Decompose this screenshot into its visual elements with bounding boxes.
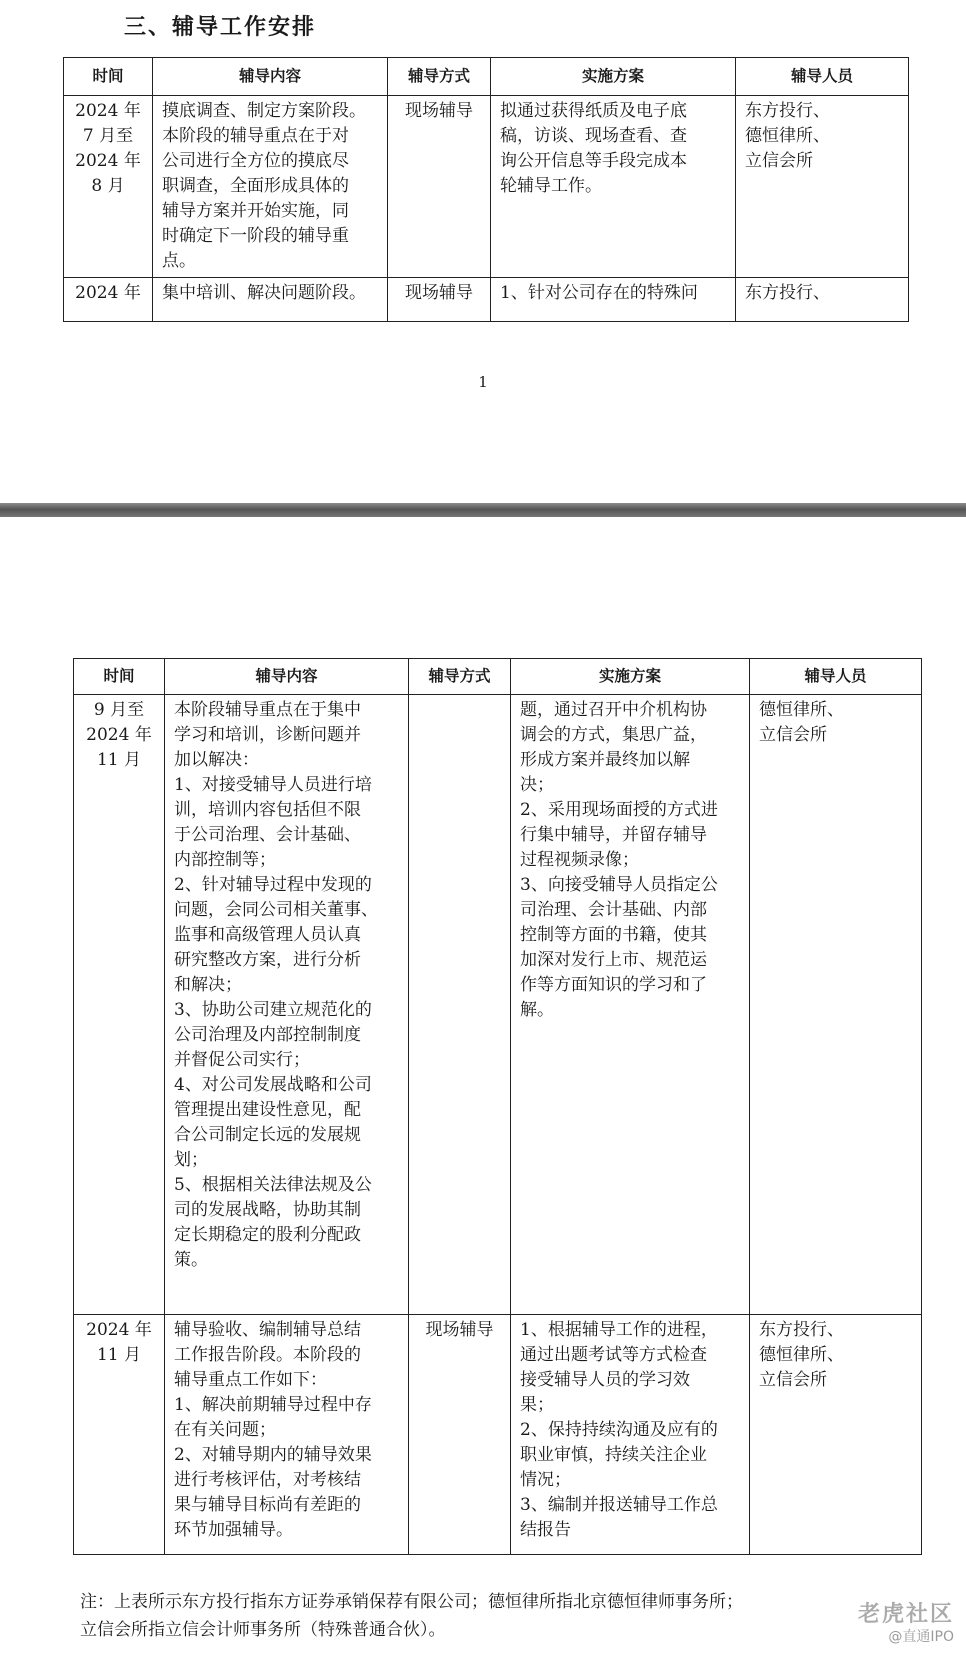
text-line: 司的发展战略，协助其制 [174, 1200, 361, 1220]
cell-staff [750, 695, 922, 1315]
text-line: 结报告 [520, 1520, 571, 1540]
header-content: 辅导内容 [153, 58, 388, 96]
text-line: 德恒律所、 [745, 126, 830, 146]
text-line: 轮辅导工作。 [500, 176, 602, 196]
text-line: 3、协助公司建立规范化的 [174, 1000, 372, 1020]
text-line: 划； [174, 1150, 208, 1170]
cell-plan [491, 96, 736, 278]
text-line: 2024 年 [75, 101, 141, 121]
text-line: 过程视频录像； [520, 850, 639, 870]
cell-plan [491, 278, 736, 322]
header-method: 辅导方式 [388, 58, 491, 96]
text-line: 11 月 [96, 750, 142, 770]
watermark [858, 1604, 954, 1648]
text-line: 东方投行、 [759, 1320, 844, 1340]
text-line: 控制等方面的书籍，使其 [520, 925, 707, 945]
cell-method [409, 695, 511, 1315]
cell-staff [736, 278, 909, 322]
text-line: 立信会所 [745, 151, 813, 171]
text-line: 2024 年 [75, 151, 141, 171]
text-line: 职调查，全面形成具体的 [162, 176, 349, 196]
table-row [64, 96, 909, 278]
text-line: 作等方面知识的学习和了 [520, 975, 707, 995]
text-line: 合公司制定长远的发展规 [174, 1125, 361, 1145]
text-line: 加以解决： [174, 750, 259, 770]
cell-plan [511, 695, 750, 1315]
text-line: 并督促公司实行； [174, 1050, 310, 1070]
text-line: 2、保持持续沟通及应有的 [520, 1420, 718, 1440]
cell-method: 现场辅导 [388, 96, 491, 278]
watermark-handle: @直通IPO [888, 1629, 954, 1645]
table-row [74, 695, 922, 1315]
footnote [80, 1588, 940, 1644]
text-line: 公司进行全方位的摸底尽 [162, 151, 349, 171]
text-line: 2024 年 [75, 283, 141, 303]
page-number: 1 [478, 373, 488, 391]
text-line: 11 月 [96, 1345, 142, 1365]
text-line: 进行考核评估，对考核结 [174, 1470, 361, 1490]
text-line: 集中培训、解决问题阶段。 [162, 283, 366, 303]
schedule-table-page2 [73, 658, 922, 1555]
text-line: 学习和培训，诊断问题并 [174, 725, 361, 745]
text-line: 形成方案并最终加以解 [520, 750, 690, 770]
table-row [74, 1315, 922, 1555]
text-line: 本阶段辅导重点在于集中 [174, 700, 361, 720]
cell-time [74, 1315, 165, 1555]
text-line: 果； [520, 1395, 554, 1415]
text-line: 训，培训内容包括但不限 [174, 800, 361, 820]
text-line: 研究整改方案，进行分析 [174, 950, 361, 970]
header-method: 辅导方式 [409, 659, 511, 695]
text-line: 立信会所 [759, 725, 827, 745]
text-line: 稿，访谈、现场查看、查 [500, 126, 687, 146]
cell-content [153, 96, 388, 278]
text-line: 司治理、会计基础、内部 [520, 900, 707, 920]
text-line: 注：上表所示东方投行指东方证券承销保荐有限公司；德恒律所指北京德恒律师事务所； [80, 1592, 743, 1612]
text-line: 2024 年 [86, 725, 152, 745]
text-line: 解。 [520, 1000, 554, 1020]
text-line: 题，通过召开中介机构协 [520, 700, 707, 720]
text-line: 策。 [174, 1250, 208, 1270]
text-line: 时确定下一阶段的辅导重 [162, 226, 349, 246]
cell-method: 现场辅导 [409, 1315, 511, 1555]
cell-staff [750, 1315, 922, 1555]
cell-method: 现场辅导 [388, 278, 491, 322]
text-line: 7 月至 [82, 126, 134, 146]
text-line: 通过出题考试等方式检查 [520, 1345, 707, 1365]
table-row [64, 278, 909, 322]
table-header-row [64, 58, 909, 96]
text-line: 摸底调查、制定方案阶段。 [162, 101, 366, 121]
text-line: 1、对接受辅导人员进行培 [174, 775, 372, 795]
text-line: 行集中辅导，并留存辅导 [520, 825, 707, 845]
text-line: 监事和高级管理人员认真 [174, 925, 361, 945]
header-time: 时间 [64, 58, 153, 96]
cell-time [64, 96, 153, 278]
text-line: 东方投行、 [745, 283, 830, 303]
text-line: 和解决； [174, 975, 242, 995]
cell-content [153, 278, 388, 322]
text-line: 辅导方案并开始实施，同 [162, 201, 349, 221]
text-line: 工作报告阶段。本阶段的 [174, 1345, 361, 1365]
cell-content [165, 695, 409, 1315]
header-time: 时间 [74, 659, 165, 695]
header-staff: 辅导人员 [750, 659, 922, 695]
text-line: 拟通过获得纸质及电子底 [500, 101, 687, 121]
text-line: 于公司治理、会计基础、 [174, 825, 361, 845]
text-line: 果与辅导目标尚有差距的 [174, 1495, 361, 1515]
text-line: 2、针对辅导过程中发现的 [174, 875, 372, 895]
text-line: 询公开信息等手段完成本 [500, 151, 687, 171]
text-line: 9 月至 [93, 700, 145, 720]
text-line: 立信会所指立信会计师事务所（特殊普通合伙）。 [80, 1620, 446, 1640]
cell-time [74, 695, 165, 1315]
cell-plan [511, 1315, 750, 1555]
text-line: 4、对公司发展战略和公司 [174, 1075, 372, 1095]
schedule-table-page1 [63, 57, 909, 322]
text-line: 在有关问题； [174, 1420, 276, 1440]
header-content: 辅导内容 [165, 659, 409, 695]
header-plan: 实施方案 [511, 659, 750, 695]
text-line: 职业审慎，持续关注企业 [520, 1445, 707, 1465]
cell-content [165, 1315, 409, 1555]
watermark-brand: 老虎社区 [857, 1602, 954, 1627]
text-line: 3、向接受辅导人员指定公 [520, 875, 718, 895]
text-line: 内部控制等； [174, 850, 276, 870]
text-line: 1、针对公司存在的特殊问 [500, 283, 698, 303]
text-line: 公司治理及内部控制制度 [174, 1025, 361, 1045]
text-line: 调会的方式，集思广益， [520, 725, 707, 745]
text-line: 接受辅导人员的学习效 [520, 1370, 690, 1390]
text-line: 本阶段的辅导重点在于对 [162, 126, 349, 146]
cell-time [64, 278, 153, 322]
text-line: 定长期稳定的股利分配政 [174, 1225, 361, 1245]
header-plan: 实施方案 [491, 58, 736, 96]
text-line: 1、根据辅导工作的进程， [520, 1320, 718, 1340]
text-line: 点。 [162, 251, 196, 271]
text-line: 2024 年 [86, 1320, 152, 1340]
text-line: 德恒律所、 [759, 1345, 844, 1365]
text-line: 管理提出建设性意见，配 [174, 1100, 361, 1120]
text-line: 决； [520, 775, 554, 795]
text-line: 辅导验收、编制辅导总结 [174, 1320, 361, 1340]
table-header-row [74, 659, 922, 695]
text-line: 3、编制并报送辅导工作总 [520, 1495, 718, 1515]
text-line: 立信会所 [759, 1370, 827, 1390]
section-title: 三、辅导工作安排 [124, 15, 317, 40]
text-line: 加深对发行上市、规范运 [520, 950, 707, 970]
header-staff: 辅导人员 [736, 58, 909, 96]
text-line: 2、采用现场面授的方式进 [520, 800, 718, 820]
text-line: 环节加强辅导。 [174, 1520, 293, 1540]
cell-staff [736, 96, 909, 278]
text-line: 5、根据相关法律法规及公 [174, 1175, 372, 1195]
text-line: 1、解决前期辅导过程中存 [174, 1395, 372, 1415]
text-line: 8 月 [91, 176, 125, 196]
text-line: 情况； [520, 1470, 571, 1490]
text-line: 2、对辅导期内的辅导效果 [174, 1445, 372, 1465]
text-line: 德恒律所、 [759, 700, 844, 720]
text-line: 辅导重点工作如下： [174, 1370, 327, 1390]
text-line: 东方投行、 [745, 101, 830, 121]
text-line: 问题，会同公司相关董事、 [174, 900, 378, 920]
page-separator [0, 503, 966, 517]
